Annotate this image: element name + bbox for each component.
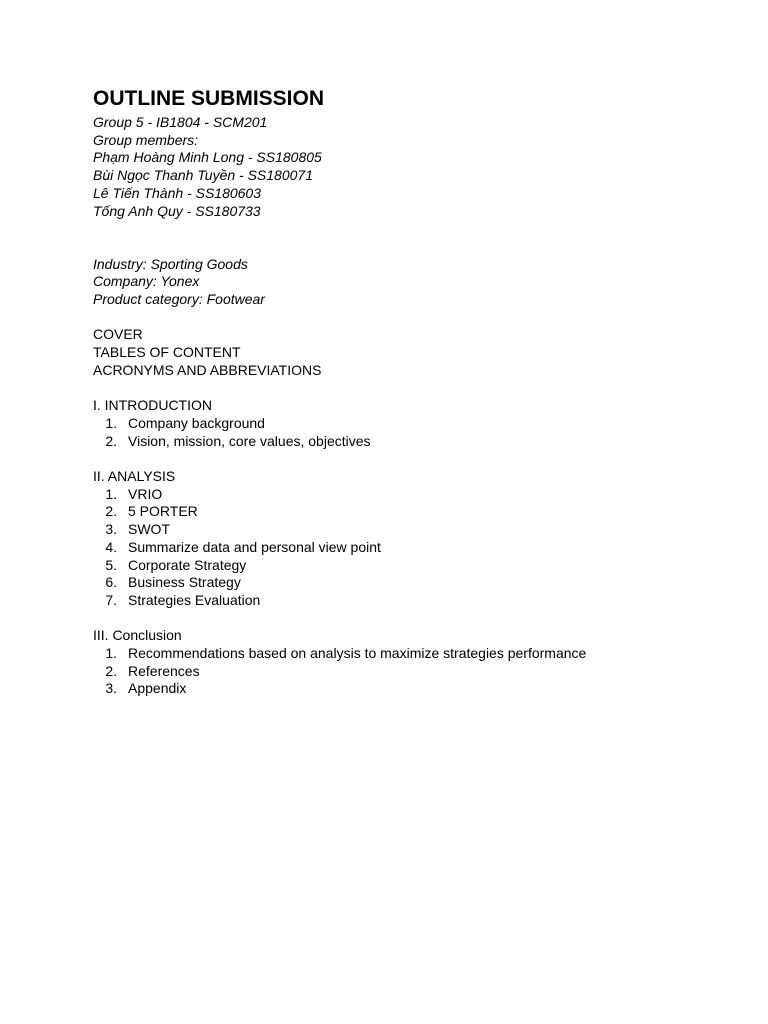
- section-list: [93, 415, 713, 450]
- list-item-text: References: [128, 662, 200, 679]
- list-item-number: 6.: [105, 574, 117, 591]
- list-item-text: Strategies Evaluation: [128, 591, 261, 608]
- spacer: [93, 220, 713, 255]
- list-item-number: 7.: [105, 591, 117, 608]
- section-heading: II. ANALYSIS: [93, 468, 176, 484]
- list-item-number: 1.: [105, 645, 117, 662]
- section-heading: III. Conclusion: [93, 627, 182, 644]
- list-item: [93, 415, 713, 433]
- list-item: [93, 574, 713, 592]
- member-line: Lê Tiến Thành - SS180603: [93, 184, 261, 201]
- industry-line: Industry: Sporting Goods: [93, 255, 248, 272]
- list-item-text: Corporate Strategy: [128, 556, 247, 573]
- list-item: [93, 433, 713, 451]
- list-item: [93, 663, 713, 681]
- product-category-line: Product category: Footwear: [93, 291, 265, 308]
- list-item-text: Business Strategy: [128, 574, 241, 591]
- list-item-number: 5.: [105, 556, 117, 573]
- list-item: [93, 503, 713, 521]
- section-list: [93, 645, 713, 698]
- group-line: Group 5 - IB1804 - SCM201: [93, 114, 268, 130]
- list-item-text: VRIO: [128, 485, 163, 502]
- list-item: [93, 592, 713, 610]
- members-label: Group members:: [93, 131, 199, 148]
- list-item-number: 1.: [105, 485, 117, 502]
- spacer: [93, 610, 713, 628]
- member-line: Phạm Hoàng Minh Long - SS180805: [93, 149, 322, 166]
- list-item: [93, 486, 713, 504]
- list-item-text: SWOT: [128, 521, 170, 538]
- section-heading: I. INTRODUCTION: [93, 397, 212, 414]
- document-page: [93, 86, 713, 698]
- member-line: Tống Anh Quy - SS180733: [93, 202, 261, 219]
- document-title: OUTLINE SUBMISSION: [93, 87, 325, 110]
- section-list: [93, 486, 713, 610]
- front-matter-item: ACRONYMS AND ABBREVIATIONS: [93, 361, 322, 378]
- list-item-number: 3.: [105, 680, 117, 697]
- spacer: [93, 380, 713, 398]
- member-line: Bùi Ngọc Thanh Tuyền - SS180071: [93, 167, 313, 184]
- list-item: [93, 521, 713, 539]
- company-line: Company: Yonex: [93, 273, 200, 290]
- list-item-text: Company background: [128, 414, 265, 431]
- list-item: [93, 539, 713, 557]
- list-item: [93, 680, 713, 698]
- spacer: [93, 309, 713, 327]
- list-item-number: 2.: [105, 432, 117, 449]
- spacer: [93, 450, 713, 468]
- list-item-number: 2.: [105, 662, 117, 679]
- list-item: [93, 557, 713, 575]
- list-item: [93, 645, 713, 663]
- list-item-number: 2.: [105, 503, 117, 520]
- list-item-text: Vision, mission, core values, objectives: [128, 432, 371, 449]
- list-item-number: 4.: [105, 538, 117, 555]
- front-matter-item: TABLES OF CONTENT: [93, 344, 241, 361]
- list-item-text: 5 PORTER: [128, 503, 198, 520]
- list-item-number: 1.: [105, 414, 117, 431]
- list-item-text: Summarize data and personal view point: [128, 538, 381, 555]
- front-matter-item: COVER: [93, 326, 143, 343]
- list-item-text: Appendix: [128, 680, 187, 697]
- list-item-number: 3.: [105, 521, 117, 538]
- list-item-text: Recommendations based on analysis to maximize strategies performance: [128, 645, 587, 662]
